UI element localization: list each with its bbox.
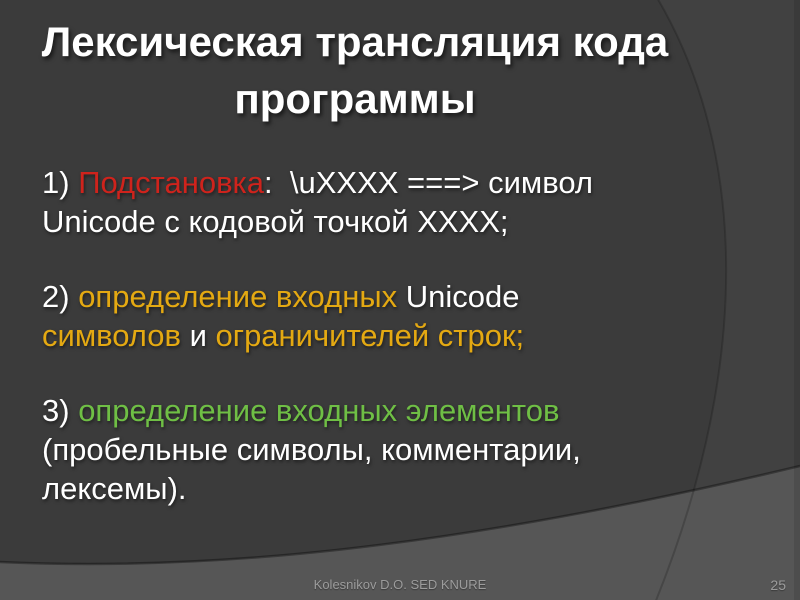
text-segment: Подстановка: [78, 165, 265, 200]
text-segment: символов: [42, 318, 181, 353]
text-segment: лексемы).: [42, 471, 187, 506]
list-item: [42, 391, 742, 508]
slide-title: [38, 13, 672, 127]
slide-title-line1: Лексическая трансляция кода: [41, 18, 669, 65]
text-segment: 2): [42, 279, 79, 314]
text-segment: определение входных элементов: [78, 393, 560, 428]
text-segment: 3): [42, 393, 79, 428]
text-segment: Unicode с кодовой точкой XXXX;: [42, 204, 509, 239]
text-segment: Unicode: [397, 279, 520, 314]
text-segment: (пробельные символы, комментарии,: [42, 432, 581, 467]
slide-title-line2: программы: [234, 75, 476, 122]
page-number: 25: [770, 577, 786, 593]
list-item: [42, 163, 742, 241]
list-item: [42, 277, 742, 355]
text-segment: :: [264, 165, 290, 200]
text-segment: определение входных: [78, 279, 398, 314]
text-segment: 1): [42, 165, 79, 200]
text-segment: \uXXXX ===> символ: [289, 165, 593, 200]
right-edge-band: [794, 0, 800, 600]
body-text: [42, 163, 742, 544]
text-segment: ограничителей строк;: [215, 318, 525, 353]
text-segment: и: [180, 318, 216, 353]
footer-author: Kolesnikov D.O. SED KNURE: [313, 577, 487, 592]
